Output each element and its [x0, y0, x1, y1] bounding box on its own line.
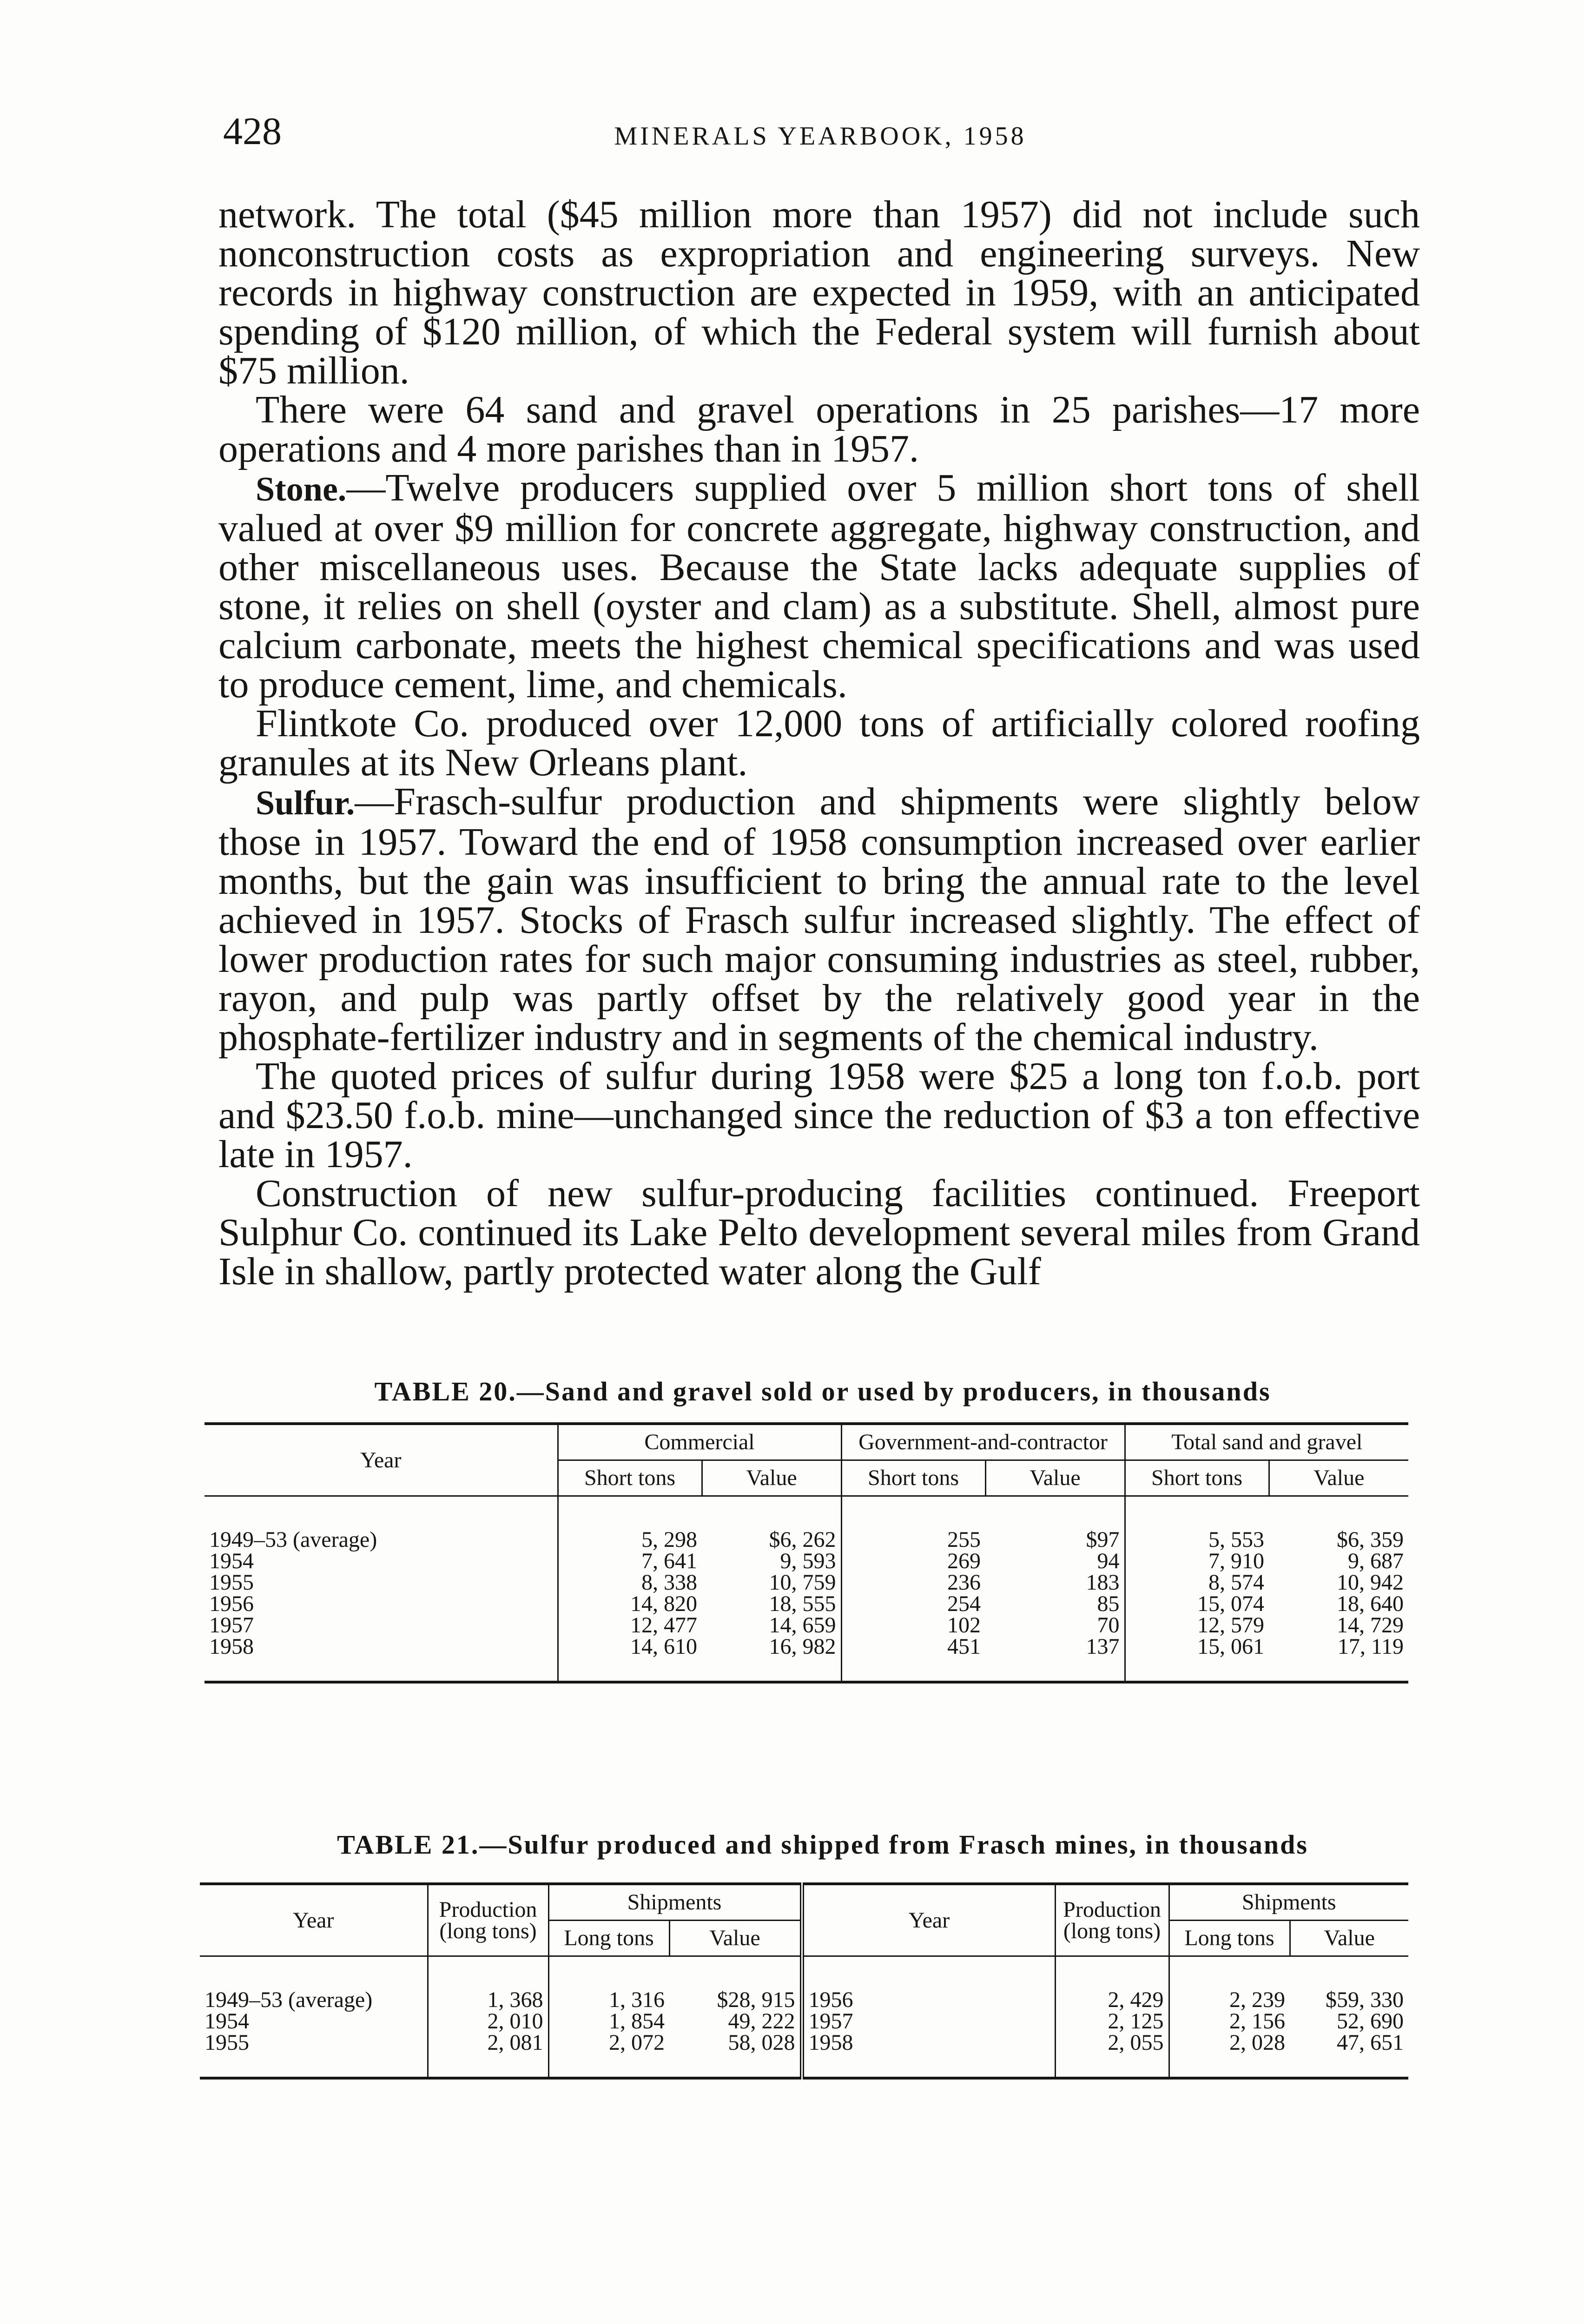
t20-year-cell: 1956: [205, 1593, 558, 1615]
t21-cell: 1, 316: [609, 1987, 665, 2012]
t21-cell: 1, 854: [609, 2009, 665, 2034]
t20-cell: 5, 553: [1208, 1527, 1265, 1552]
t20-cell: 10, 942: [1337, 1570, 1404, 1595]
t20-cell: 7, 641: [641, 1549, 697, 1573]
t20-c-value-header: Value: [702, 1460, 841, 1496]
table-row: [200, 2011, 1408, 2032]
t20-cell: 7, 910: [1208, 1549, 1265, 1573]
paragraph-sand-gravel: There were 64 sand and gravel operations in 25 parishes—17 more operations and 4 more parishes than in 1957.: [218, 388, 1420, 470]
page-number: 428: [223, 110, 282, 153]
paragraph-highway: network. The total ($45 million more than 1957) did not include such nonconstruction costs as expropriation and engineering surveys. New records in highway construction are expected in 1959, with an anticipated spending of $120 million, of which the Federal system will furnish about $75 million.: [218, 193, 1420, 392]
t20-year-cell: 1954: [205, 1551, 558, 1572]
t20-cell: $97: [985, 1496, 1125, 1551]
t20-cell: 5, 298: [641, 1527, 697, 1552]
t20-c-tons-header: Short tons: [558, 1460, 702, 1496]
t21-cell: 2, 010: [428, 2011, 548, 2032]
t20-cell: 183: [985, 1572, 1125, 1593]
t21-cell: 2, 239: [1229, 1987, 1285, 2012]
t21-cell: 1, 368: [428, 1956, 548, 2011]
table-row: [200, 2032, 1408, 2078]
t21-cell: 49, 222: [669, 2011, 802, 2032]
t20-cell: 17, 119: [1337, 1634, 1404, 1659]
t20-g-tons-header: Short tons: [841, 1460, 985, 1496]
table-row: [205, 1636, 1408, 1682]
section-lead-sulfur: Sulfur.: [256, 784, 355, 822]
table20-caption: TABLE 20.—Sand and gravel sold or used by producers, in thousands: [374, 1376, 1271, 1406]
t20-cell: $6, 359: [1337, 1527, 1404, 1552]
t20-cell: 9, 687: [1348, 1549, 1404, 1573]
t21-year-header-a: Year: [200, 1884, 428, 1956]
t20-cell: 14, 610: [630, 1634, 697, 1659]
paragraph-sulfur: [218, 782, 1420, 1057]
t20-cell: 102: [947, 1613, 981, 1637]
t20-t-value-header: Value: [1269, 1460, 1408, 1496]
table-row: [205, 1496, 1408, 1551]
table-row: [205, 1572, 1408, 1593]
table20: [205, 1422, 1408, 1684]
paragraph-sulfur-text: —Frasch-sulfur production and shipments were slightly below those in 1957. Toward the end of 1958 consumption increased over earlier months, but the gain was insufficient to bring the annual rate to the level achieved in 1957. Stocks of Frasch sulfur increased slightly. The effect of lower production rates for such major consuming industries as steel, rubber, rayon, and pulp was partly offset by the relatively good year in the phosphate-fertilizer industry and in segments of the chemical industry.: [218, 780, 1420, 1059]
t21-shipments-header-b: Shipments: [1169, 1884, 1408, 1921]
t21-year-cell: 1955: [200, 2032, 428, 2078]
t21-year-cell: 1956: [802, 1956, 1055, 2011]
t20-cell: 16, 982: [702, 1636, 841, 1682]
table21-caption: TABLE 21.—Sulfur produced and shipped from Frasch mines, in thousands: [337, 1829, 1308, 1860]
t21-year-header-b: Year: [802, 1884, 1055, 1956]
body-text: [218, 195, 1420, 1291]
t20-year-cell: 1958: [205, 1636, 558, 1682]
t21-cell: 2, 081: [428, 2032, 548, 2078]
t20-cell: 15, 074: [1197, 1591, 1265, 1616]
t20-cell: 137: [985, 1636, 1125, 1682]
t20-cell: 269: [947, 1549, 981, 1573]
table-row: [200, 1956, 1408, 2011]
paragraph-prices: The quoted prices of sulfur during 1958 were $25 a long ton f.o.b. port and $23.50 f.o.b. mine—unchanged since the reduction of $3 a ton effective late in 1957.: [218, 1055, 1420, 1176]
t21-cell: 2, 028: [1229, 2030, 1285, 2055]
t20-cell: $6, 262: [702, 1496, 841, 1551]
t20-cell: 236: [947, 1570, 981, 1595]
t20-year-cell: 1955: [205, 1572, 558, 1593]
t20-government-header: Government-and-contractor: [841, 1424, 1125, 1460]
t21-cell: $59, 330: [1326, 1987, 1404, 2012]
table-row: [205, 1615, 1408, 1636]
t21-year-cell: 1949–53 (average): [200, 1956, 428, 2011]
running-head: MINERALS YEARBOOK, 1958: [614, 122, 1027, 151]
t20-year-header: Year: [205, 1424, 558, 1496]
t20-cell: 14, 820: [630, 1591, 697, 1616]
t20-year-cell: 1957: [205, 1615, 558, 1636]
t21-value-header-a: Value: [669, 1921, 802, 1956]
t20-cell: 70: [985, 1615, 1125, 1636]
page-header: [223, 106, 1418, 157]
t20-cell: 254: [947, 1591, 981, 1616]
t21-shipments-header-a: Shipments: [548, 1884, 802, 1921]
t21-year-cell: 1958: [802, 2032, 1055, 2078]
t20-cell: 18, 640: [1337, 1591, 1404, 1616]
t21-cell: 47, 651: [1337, 2030, 1404, 2055]
t21-cell: $28, 915: [669, 1956, 802, 2011]
t20-cell: 14, 659: [702, 1615, 841, 1636]
t20-cell: 18, 555: [702, 1593, 841, 1615]
t21-cell: 2, 429: [1055, 1956, 1169, 2011]
t20-cell: 8, 574: [1208, 1570, 1265, 1595]
t20-cell: 255: [947, 1527, 981, 1552]
t20-year-cell: 1949–53 (average): [205, 1496, 558, 1551]
t20-cell: 8, 338: [641, 1570, 697, 1595]
t20-commercial-header: Commercial: [558, 1424, 841, 1460]
t20-cell: 9, 593: [702, 1551, 841, 1572]
t20-cell: 14, 729: [1337, 1613, 1404, 1637]
t21-long-tons-header-b: Long tons: [1169, 1921, 1290, 1956]
t21-cell: 2, 072: [609, 2030, 665, 2055]
t20-g-value-header: Value: [985, 1460, 1125, 1496]
t21-year-cell: 1954: [200, 2011, 428, 2032]
t21-production-header-a: Production (long tons): [428, 1884, 548, 1956]
table-row: [205, 1593, 1408, 1615]
t20-cell: 12, 477: [630, 1613, 697, 1637]
paragraph-stone: [218, 466, 1420, 706]
table21: [200, 1882, 1408, 2080]
t20-cell: 12, 579: [1197, 1613, 1265, 1637]
t21-year-cell: 1957: [802, 2011, 1055, 2032]
table-row: [205, 1551, 1408, 1572]
t21-value-header-b: Value: [1290, 1921, 1408, 1956]
t21-cell: 2, 055: [1055, 2032, 1169, 2078]
t21-cell: 2, 156: [1229, 2009, 1285, 2034]
t20-cell: 85: [985, 1593, 1125, 1615]
t21-cell: 52, 690: [1337, 2009, 1404, 2034]
t20-cell: 451: [947, 1634, 981, 1659]
t21-cell: 58, 028: [669, 2032, 802, 2078]
t20-cell: 10, 759: [702, 1572, 841, 1593]
t20-total-header: Total sand and gravel: [1125, 1424, 1408, 1460]
t20-t-tons-header: Short tons: [1125, 1460, 1269, 1496]
paragraph-flintkote: Flintkote Co. produced over 12,000 tons of artificially colored roofing granules at its New Orleans plant.: [218, 702, 1420, 784]
t21-cell: 2, 125: [1055, 2011, 1169, 2032]
t20-cell: 15, 061: [1197, 1634, 1265, 1659]
section-lead-stone: Stone.: [256, 470, 347, 508]
paragraph-stone-text: —Twelve producers supplied over 5 million short tons of shell valued at over $9 million for concrete aggregate, highway construction, and other miscellaneous uses. Because the State lacks adequate supplies of stone, it relies on shell (oyster and clam) as a substitute. Shell, almost pure calcium carbonate, meets the highest chemical specifications and was used to produce cement, lime, and chemicals.: [218, 466, 1420, 706]
paragraph-construction: Construction of new sulfur-producing facilities continued. Freeport Sulphur Co. continued its Lake Pelto development several miles from Grand Isle in shallow, partly protected water along the Gulf: [218, 1172, 1420, 1293]
t21-long-tons-header-a: Long tons: [548, 1921, 669, 1956]
t20-cell: 94: [985, 1551, 1125, 1572]
t21-production-header-b: Production (long tons): [1055, 1884, 1169, 1956]
